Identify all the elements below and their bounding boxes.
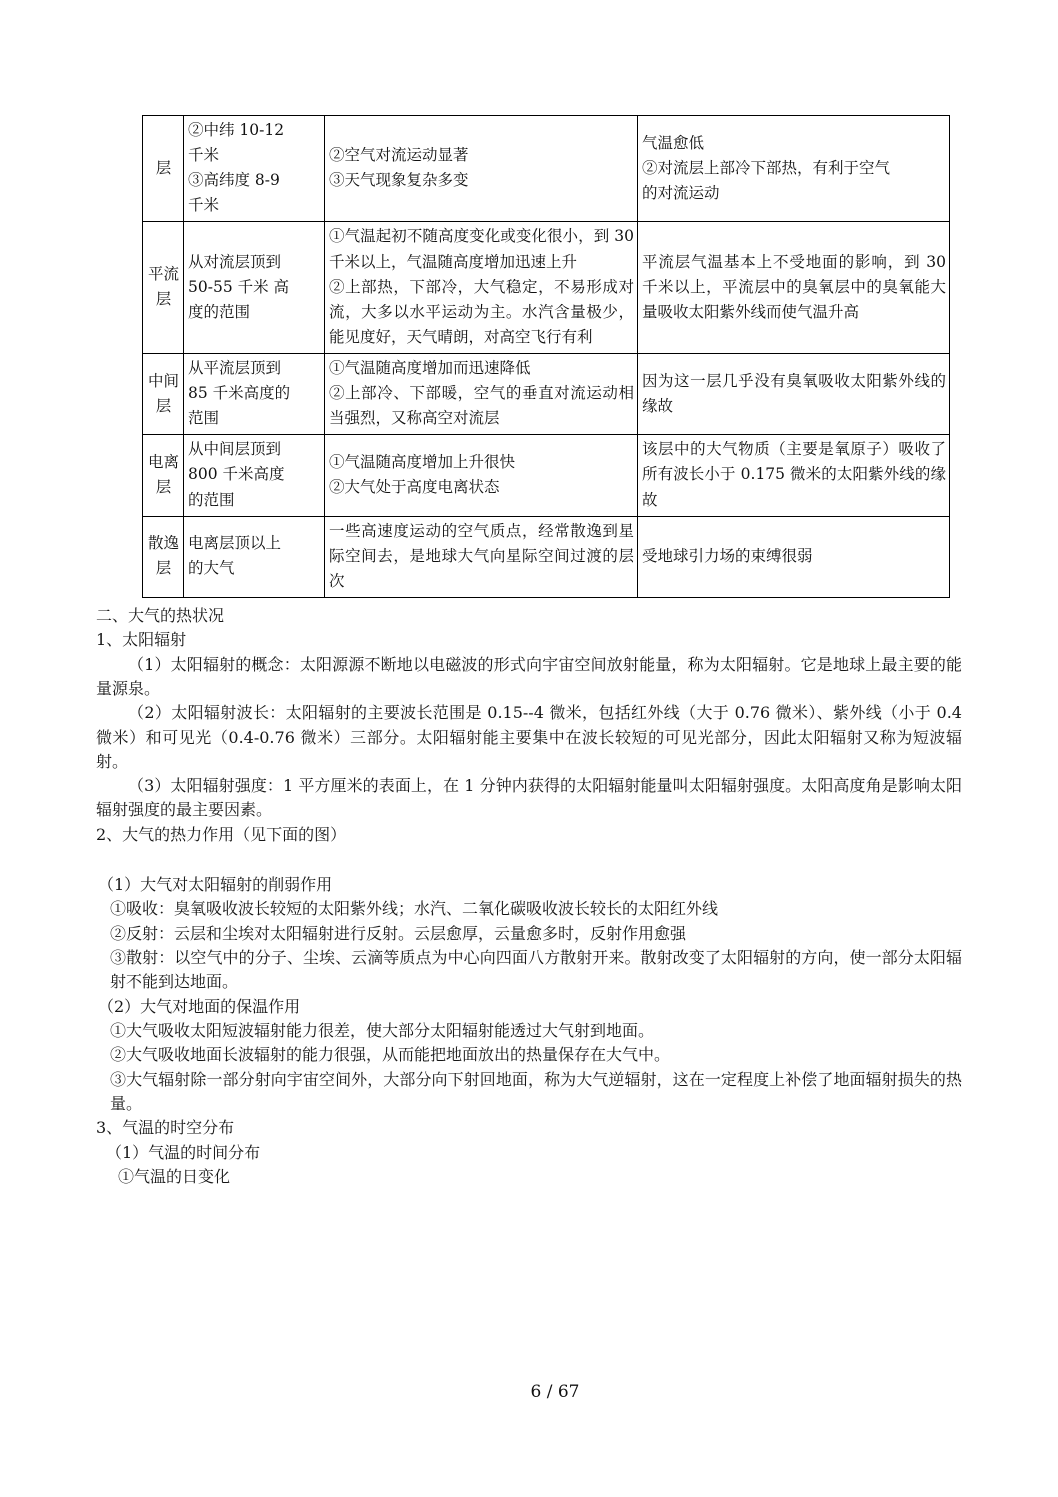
section-title: 二、大气的热状况 [96,605,225,625]
range-line: 的范围 [188,490,235,509]
layer-range-cell [184,516,325,597]
page-footer [0,1382,1058,1402]
layer-range-cell [184,435,325,516]
paragraph-weakening-effect-title: （1）大气对太阳辐射的削弱作用 [98,875,333,895]
figure-placeholder-gap [96,847,962,873]
table-row [143,353,950,434]
feature-line: ②空气对流运动显著 [329,146,469,165]
layer-feature-cell [325,435,638,516]
reason-line: ②对流层上部冷下部热，有利于空气 [642,158,891,177]
table-row [143,222,950,354]
paragraph-scattering: ③散射：以空气中的分子、尘埃、云滴等质点为中心向四面八方散射开来。散射改变了太阳辐射的方向，使一部分太阳辐射不能到达地面。 [110,948,962,992]
layer-name-cell [143,116,184,222]
reason-line: 平流层气温基本上不受地面的影响，到 30 千米以上，平流层中的臭氧层中的臭氧能大量吸收太阳紫外线而使气温升高 [642,252,946,321]
layer-name-vertical: 中间层 [147,371,179,415]
paragraph-solar-radiation-wavelength: （2）太阳辐射波长：太阳辐射的主要波长范围是 0.15--4 微米，包括红外线（大于 0.76 微米）、紫外线（小于 0.4 微米）和可见光（0.4-0.76 微米）三部分。太阳辐射能主要集中在波长较短的可见光部分，因此太阳辐射又称为短波辐射。 [96,703,962,771]
paragraph-absorption: ①吸收：臭氧吸收波长较短的太阳紫外线；水汽、二氧化碳吸收波长较长的太阳红外线 [110,899,719,919]
paragraph-insulation-3: ③大气辐射除一部分射向宇宙空间外，大部分向下射回地面，称为大气逆辐射，这在一定程度上补偿了地面辐射损失的热量。 [110,1069,962,1113]
layer-reason-cell [638,435,950,516]
paragraph-time-distribution: （1）气温的时间分布 [106,1142,261,1162]
range-line: 85 千米高度的 [188,384,291,403]
range-line: 800 千米高度 [188,465,285,484]
atmosphere-layers-table [142,115,950,598]
range-line: ③高纬度 8-9 [188,171,280,190]
layer-name-vertical: 电离层 [147,452,179,496]
feature-line: ③天气现象复杂多变 [329,171,469,190]
table-row [143,516,950,597]
range-line: ②中纬 10-12 [188,121,285,139]
body-text-block [96,604,962,1189]
layer-feature-cell [325,222,638,354]
feature-line: ②大气处于高度电离状态 [329,477,500,496]
layer-reason-cell [638,116,950,222]
range-line: 范围 [188,409,220,428]
layer-name-cell [143,353,184,434]
layer-name-vertical: 散逸层 [147,534,179,578]
layer-name-char: 层 [155,158,172,177]
paragraph-insulation-1: ①大气吸收太阳短波辐射能力很差，使大部分太阳辐射能透过大气射到地面。 [110,1020,655,1040]
layer-reason-cell [638,516,950,597]
reason-line: 的对流运动 [642,183,720,202]
feature-line: ②上部冷、下部暖，空气的垂直对流运动相当强烈，又称高空对流层 [329,384,634,428]
layer-reason-cell [638,222,950,354]
layer-range-cell [184,353,325,434]
heading-solar-radiation: 1、太阳辐射 [96,630,187,650]
page-number: 6 / 67 [530,1382,580,1402]
range-line: 从对流层顶到 [188,252,282,271]
paragraph-solar-radiation-intensity: （3）太阳辐射强度：1 平方厘米的表面上，在 1 分钟内获得的太阳辐射能量叫太阳辐射强度。太阳高度角是影响太阳辐射强度的最主要因素。 [96,776,962,820]
layer-feature-cell [325,353,638,434]
reason-line: 因为这一层几乎没有臭氧吸收太阳紫外线的缘故 [642,371,946,415]
paragraph-insulation-title: （2）大气对地面的保温作用 [98,996,301,1016]
reason-line: 气温愈低 [642,133,705,152]
paragraph-daily-variation: ①气温的日变化 [118,1166,231,1186]
feature-line: ①气温随高度增加上升很快 [329,452,516,471]
layer-name-cell [143,435,184,516]
layer-range-cell [184,222,325,354]
layer-name-cell [143,222,184,354]
layer-name-cell [143,516,184,597]
table-row [143,116,950,222]
layer-name-vertical: 平流层 [147,265,179,309]
paragraph-reflection: ②反射：云层和尘埃对太阳辐射进行反射。云层愈厚，云量愈多时，反射作用愈强 [110,923,687,943]
range-line: 的大气 [188,559,235,578]
range-line: 从中间层顶到 [188,440,282,459]
range-line: 千米 [188,196,220,215]
layer-feature-cell [325,516,638,597]
heading-temperature-distribution: 3、气温的时空分布 [96,1118,235,1138]
reason-line: 受地球引力场的束缚很弱 [642,546,813,565]
heading-thermal-effect: 2、大气的热力作用（见下面的图） [96,824,347,844]
table-row [143,435,950,516]
feature-line: ②上部热，下部冷，大气稳定，不易形成对流，大多以水平运动为主。水汽含量极少，能见度好，天气晴朗，对高空飞行有利 [329,277,634,346]
reason-line: 该层中的大气物质（主要是氧原子）吸收了所有波长小于 0.175 微米的太阳紫外线的缘故 [642,440,946,509]
feature-line: ①气温起初不随高度变化或变化很小，到 30 千米以上，气温随高度增加迅速上升 [329,227,634,271]
range-line: 千米 [188,146,220,165]
range-line: 电离层顶以上 [188,534,282,553]
paragraph-solar-radiation-concept: （1）太阳辐射的概念：太阳源源不断地以电磁波的形式向宇宙空间放射能量，称为太阳辐射。它是地球上最主要的能量源泉。 [96,654,962,698]
layer-range-cell [184,116,325,222]
page-content [96,96,962,1189]
layer-feature-cell [325,116,638,222]
range-line: 从平流层顶到 [188,358,282,377]
range-line: 50-55 千米 高 [188,277,290,296]
feature-line: ①气温随高度增加而迅速降低 [329,358,531,377]
range-line: 度的范围 [188,302,251,321]
layer-reason-cell [638,353,950,434]
feature-line: 一些高速度运动的空气质点，经常散逸到星际空间去，是地球大气向星际空间过渡的层次 [329,521,634,590]
paragraph-insulation-2: ②大气吸收地面长波辐射的能力很强，从而能把地面放出的热量保存在大气中。 [110,1045,671,1065]
